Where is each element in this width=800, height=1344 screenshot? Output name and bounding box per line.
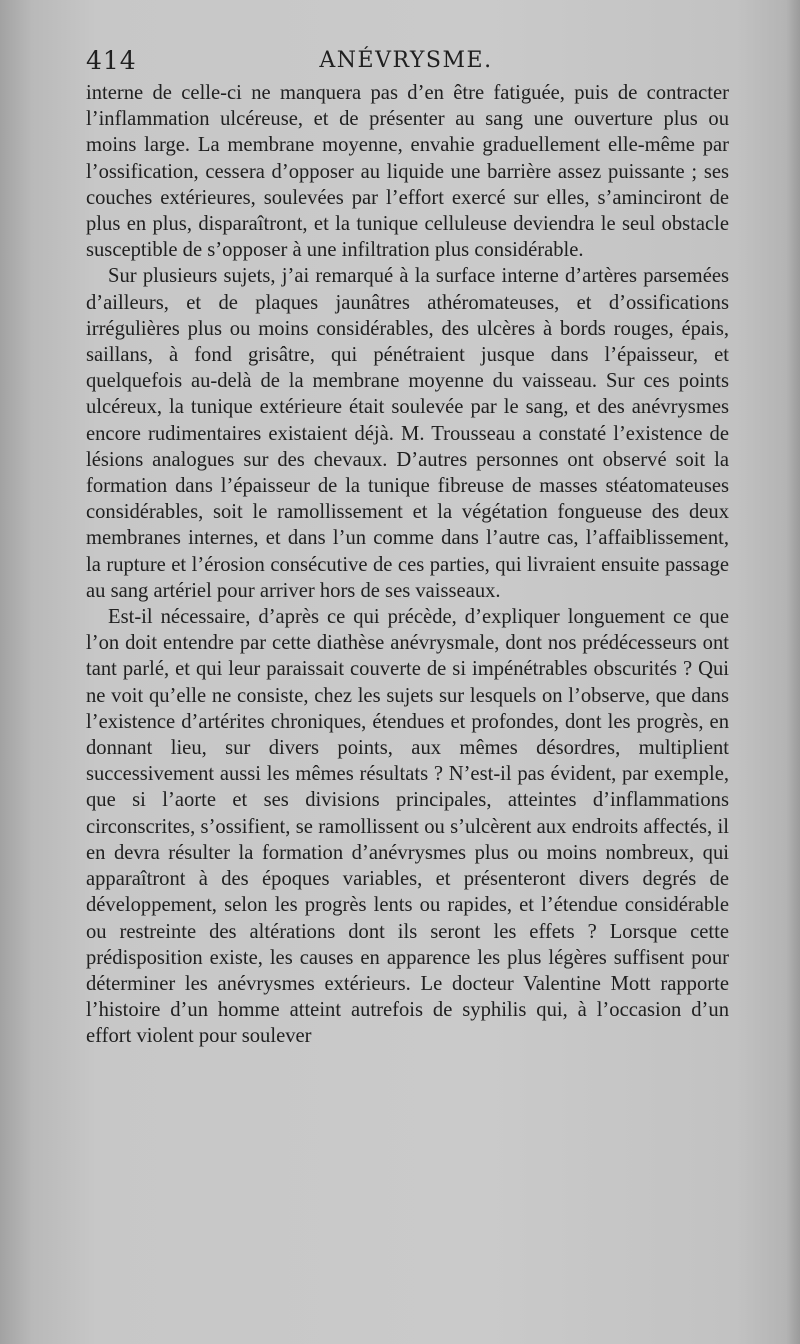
- paragraph-3: Est-il nécessaire, d’après ce qui précède, d’expliquer longuement ce que l’on doit entendre par cette diathèse anévrysmale, dont nos prédécesseurs ont tant parlé, et qui leur paraissait couverte de si impénétrables obscurités ? Qui ne voit qu’elle ne consiste, chez les sujets sur lesquels on l’observe, que dans l’existence d’artérites chroniques, étendues et profondes, dont les progrès, en donnant lieu, sur divers points, aux mêmes désordres, multiplient successivement aussi les mêmes résultats ? N’est-il pas évident, par exemple, que si l’aorte et ses divisions principales, atteintes d’inflammations circonscrites, s’ossifient, se ramollissent ou s’ulcèrent aux endroits affectés, il en devra résulter la formation d’anévrysmes plus ou moins nombreux, qui apparaîtront à des époques variables, et présenteront divers degrés de développement, selon les progrès lents ou rapides, et l’étendue considérable ou restreinte des altérations dont ils seront les effets ? Lorsque cette prédisposition existe, les causes en apparence les plus légères suffisent pour déterminer les anévrysmes extérieurs. Le docteur Valentine Mott rapporte l’histoire d’un homme atteint autrefois de syphilis qui, à l’occasion d’un effort violent pour soulever: [86, 606, 729, 1048]
- running-title: ANÉVRYSME.: [319, 48, 493, 73]
- paragraph-1: interne de celle-ci ne manquera pas d’en être fatiguée, puis de contracter l’inflammation ulcéreuse, et de présenter au sang une ouverture plus ou moins large. La membrane moyenne, envahie graduellement elle-même par l’ossification, cessera d’opposer au liquide une barrière assez puissante ; ses couches extérieures, soulevées par l’effort exercé sur elles, s’aminciront de plus en plus, disparaîtront, et la tunique celluleuse deviendra le seul obstacle susceptible de s’opposer à une infiltration plus considérable.: [86, 82, 729, 262]
- page-edge-shadow: [786, 0, 800, 1344]
- body-text: [86, 80, 729, 1050]
- page-number: 414: [86, 46, 137, 75]
- page-header: [86, 44, 726, 78]
- paragraph-2: Sur plusieurs sujets, j’ai remarqué à la surface interne d’artères parsemées d’ailleurs, et de plaques jaunâtres athéromateuses, et d’ossifications irrégulières plus ou moins considérables, des ulcères à bords rouges, épais, saillans, à fond grisâtre, qui pénétraient jusque dans l’épaisseur, et quelquefois au-delà de la membrane moyenne du vaisseau. Sur ces points ulcéreux, la tunique extérieure était soulevée par le sang, et des anévrysmes encore rudimentaires existaient déjà. M. Trousseau a constaté l’existence de lésions analogues sur des chevaux. D’autres personnes ont observé soit la formation dans l’épaisseur de la tunique fibreuse de masses stéatomateuses considérables, soit le ramollissement et la végétation fongueuse des deux membranes internes, et dans l’un comme dans l’autre cas, l’affaiblissement, la rupture et l’érosion consécutive de ces parties, qui livraient ensuite passage au sang artériel pour arriver hors de ses vaisseaux.: [86, 265, 729, 602]
